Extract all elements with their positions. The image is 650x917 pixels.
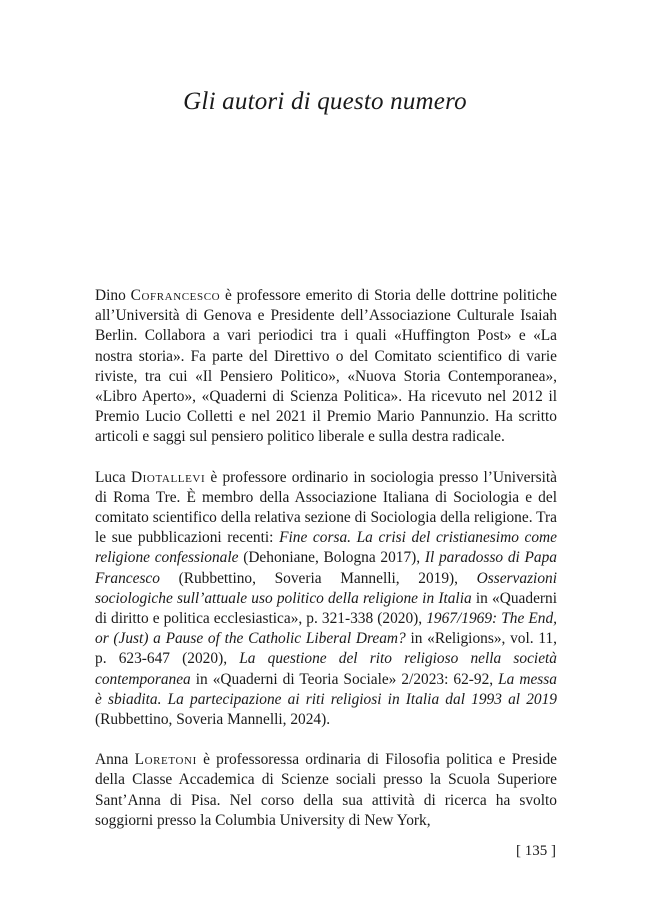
bio-text: è professore emerito di Storia delle dottrine politiche all’Università di Genova e Presidente dell’Associazione Culturale Isaiah Berlin. Collabora a vari periodici tra i quali «Huffington Post» e «La nostra storia». Fa parte del Direttivo o del Comitato scientifico di varie riviste, tra cui «Il Pensiero Politico», «Nuova Storia Contemporanea», «Libro Aperto», «Quaderni di Scienza Politica». Ha ricevuto nel 2012 il Premio Lucio Colletti e nel 2021 il Premio Mario Pannunzio. Ha scritto articoli e saggi sul pensiero politico liberale e sulla destra radicale. xyxy=(95,287,557,446)
author-first-name: Dino xyxy=(95,287,131,304)
author-first-name: Anna xyxy=(95,751,135,769)
bio-text: (Dehoniane, Bologna 2017), xyxy=(238,549,425,567)
bio-paragraph-cofrancesco xyxy=(95,286,557,448)
bio-text: in «Quaderni di diritto e politica ecclesiastica», p. 321-338 (2020), xyxy=(95,589,557,628)
bio-paragraph-loretoni xyxy=(95,750,557,831)
author-surname: Loretoni xyxy=(134,751,197,769)
bio-text: (Rubbettino, Soveria Mannelli, 2019), xyxy=(159,569,477,587)
bios-section xyxy=(95,286,557,851)
bio-paragraph-diotallevi xyxy=(95,468,557,731)
bio-text: (Rubbettino, Soveria Mannelli, 2024). xyxy=(95,711,331,729)
publication-title: La messa è sbiadita. La partecipazione ai riti religiosi in Italia dal 1993 al 2019 xyxy=(95,670,557,708)
publication-title: Osservazioni sociologiche sull’attuale uso politico della religione in Italia xyxy=(95,569,557,607)
page-number: [ 135 ] xyxy=(516,843,556,859)
author-surname: Diotallevi xyxy=(130,468,206,486)
author-surname: Cofrancesco xyxy=(130,287,221,304)
page-title: Gli autori di questo numero xyxy=(183,88,467,115)
bio-text: in «Religions», vol. 11, p. 623-647 (2020), xyxy=(95,630,557,668)
publication-title: La questione del rito religioso nella società contemporanea xyxy=(95,650,557,688)
publication-title: Fine corsa. La crisi del cristianesimo come religione confessionale xyxy=(95,529,557,567)
publication-title: 1967/1969: The End, or (Just) a Pause of the Catholic Liberal Dream? xyxy=(95,610,557,648)
publication-title: Il paradosso di Papa Francesco xyxy=(95,549,558,587)
author-first-name: Luca xyxy=(95,468,131,486)
bio-text: in «Quaderni di Teoria Sociale» 2/2023: 62-92, xyxy=(190,670,499,688)
bio-text: è professore ordinario in sociologia presso l’Università di Roma Tre. È membro della Associazione Italiana di Sociologia e del comitato scientifico della relativa sezione di Sociologia della religione. Tra le sue pubblicazioni recenti: xyxy=(95,468,557,547)
bio-text: è professoressa ordinaria di Filosofia politica e Preside della Classe Accademica di Scienze sociali presso la Scuola Superiore Sant’Anna di Pisa. Nel corso della sua attività di ricerca ha svolto soggiorni presso la Columbia University di New York, xyxy=(95,751,557,829)
